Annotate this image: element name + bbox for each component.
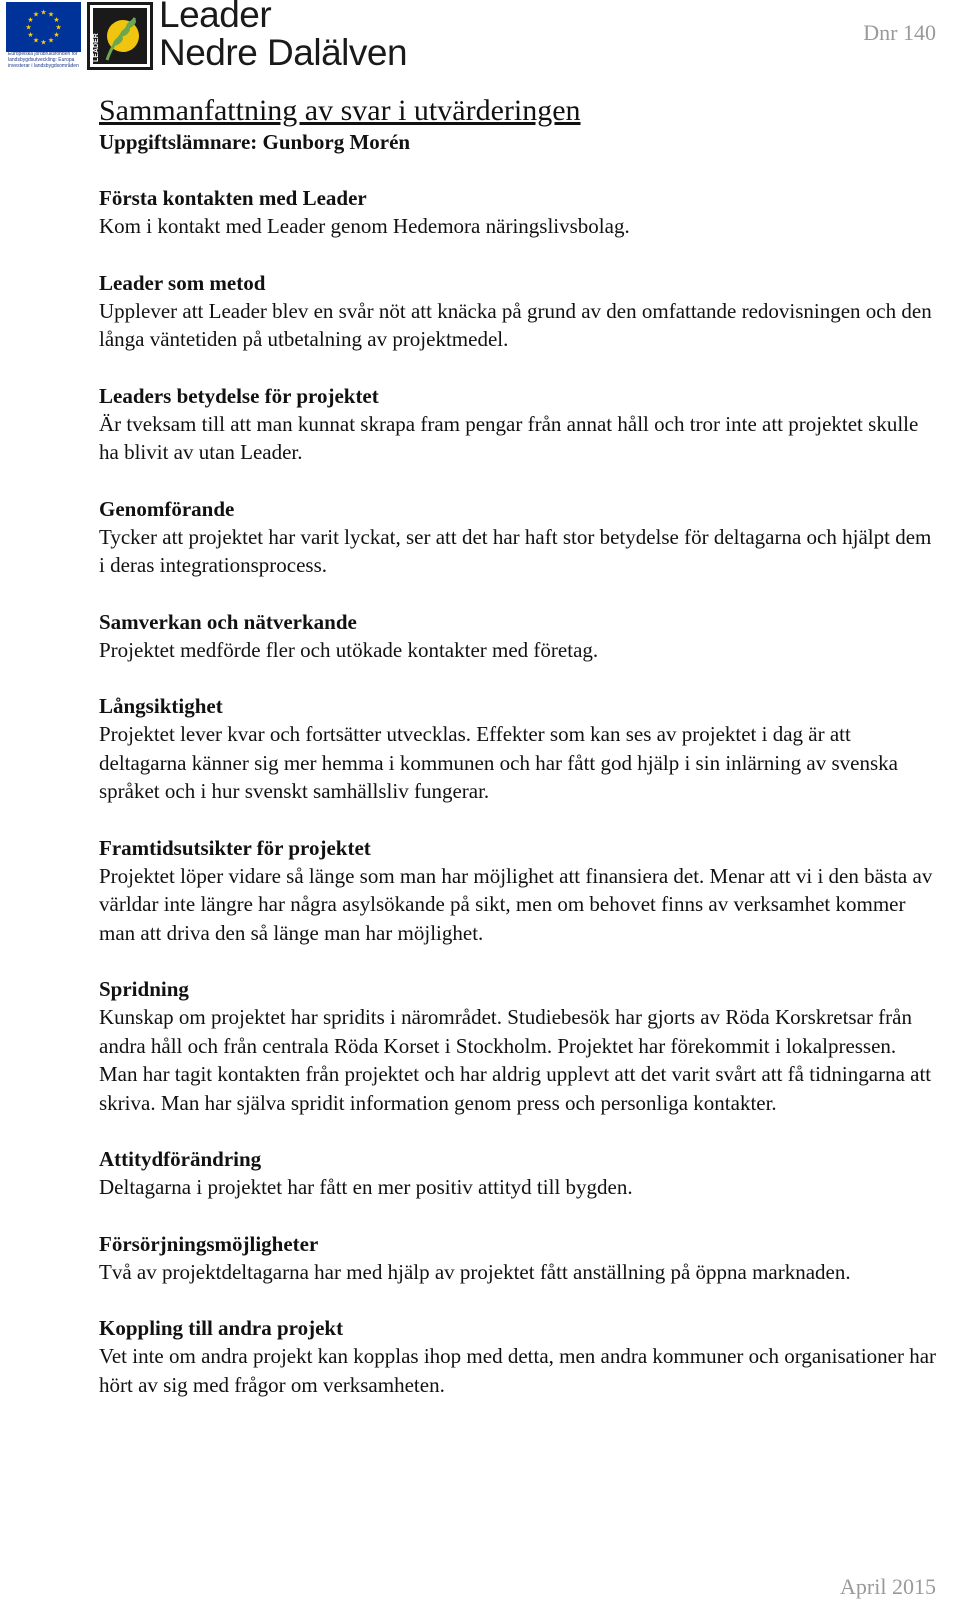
section-leader-importance <box>99 382 939 467</box>
section-heading: Attitydförändring <box>99 1147 262 1171</box>
section-first-contact <box>99 184 939 241</box>
eu-star-icon: ★ <box>47 36 55 45</box>
eu-star-icon: ★ <box>25 23 32 32</box>
section-heading: Genomförande <box>99 496 235 521</box>
eu-star-icon: ★ <box>55 23 62 32</box>
eu-star-icon: ★ <box>53 31 60 39</box>
section-text: Projektet lever kvar och fortsätter utvecklas. Effekter som kan ses av projektet i dag är att deltagarna känner sig mer hemma i kommunen och har fått god hjälp i sin inlärning av svenska språket och i hur svenskt samhällsliv fungerar. <box>99 722 898 803</box>
document-body <box>99 94 939 1399</box>
section-dissemination <box>99 975 939 1117</box>
eu-star-icon: ★ <box>27 16 34 24</box>
section-text: Upplever att Leader blev en svår nöt att knäcka på grund av den omfattande redovisningen och den långa väntetiden på utbetalning av projektmedel. <box>99 298 932 351</box>
section-other-projects <box>99 1314 939 1399</box>
eu-flag-icon <box>6 2 81 52</box>
eu-star-icon: ★ <box>32 10 40 19</box>
section-text: Två av projektdeltagarna har med hjälp av projektet fått anställning på öppna marknaden. <box>99 1259 851 1284</box>
section-future-prospects <box>99 834 939 948</box>
leader-emblem-icon <box>87 2 153 70</box>
section-heading: Leader som metod <box>99 270 266 295</box>
section-cooperation <box>99 608 939 665</box>
section-attitude-change <box>99 1145 939 1202</box>
section-heading: Leaders betydelse för projektet <box>99 383 379 408</box>
document-number: Dnr 140 <box>863 20 936 45</box>
eu-star-icon: ★ <box>40 8 47 17</box>
respondent-line: Uppgiftslämnare: Gunborg Morén <box>99 130 411 154</box>
leader-wordmark-line2: Nedre Dalälven <box>159 32 408 73</box>
eu-star-icon: ★ <box>47 10 55 19</box>
section-leader-method <box>99 269 939 354</box>
section-text: Vet inte om andra projekt kan kopplas ihop med detta, men andra kommuner och organisationer har hört av sig med frågor om verksamheten. <box>99 1344 937 1397</box>
section-implementation <box>99 495 939 580</box>
footer-date: April 2015 <box>840 1574 936 1599</box>
section-text: Tycker att projektet har varit lyckat, ser att det har haft stor betydelse för deltagarna och hjälpt dem i deras integrationsprocess. <box>99 524 932 577</box>
section-text: Kom i kontakt med Leader genom Hedemora näringslivsbolag. <box>99 214 630 238</box>
eu-logo <box>6 2 81 72</box>
leader-wordmark <box>159 0 407 72</box>
section-text: Projektet medförde fler och utökade kontakter med företag. <box>99 637 599 662</box>
section-text: Projektet löper vidare så länge som man har möjlighet att finansiera det. Menar att vi i den bästa av världar inte längre har några asylsökande på sikt, men om behovet finns av verksamhet kommer man att driva den så länge man har möjlighet. <box>99 863 933 945</box>
eu-star-icon: ★ <box>27 31 34 39</box>
section-heading: Långsiktighet <box>99 694 223 718</box>
document-title: Sammanfattning av svar i utvärderingen <box>99 94 581 127</box>
section-text: Deltagarna i projektet har fått en mer positiv attityd till bygden. <box>99 1175 633 1199</box>
leader-wordmark-line1: Leader <box>159 0 272 35</box>
section-heading: Samverkan och nätverkande <box>99 609 357 634</box>
section-text: Är tveksam till att man kunnat skrapa fram pengar från annat håll och tror inte att projektet skulle ha blivit av utan Leader. <box>99 411 919 464</box>
section-heading: Spridning <box>99 977 189 1001</box>
section-heading: Koppling till andra projekt <box>99 1316 344 1340</box>
eu-star-icon: ★ <box>53 16 60 24</box>
section-livelihood <box>99 1230 939 1287</box>
section-heading: Framtidsutsikter för projektet <box>99 835 371 860</box>
eu-caption: Europeiska jordbruksfonden för landsbygdsutveckling: Europa investerar i landsbygdsområden <box>8 51 79 69</box>
eu-star-icon: ★ <box>40 38 47 47</box>
page-header <box>0 0 960 80</box>
section-long-term <box>99 692 939 806</box>
svg-text:LEADER: LEADER <box>93 33 100 62</box>
section-text: Kunskap om projektet har spridits i närområdet. Studiebesök har gjorts av Röda Korskretsar från andra håll och från centrala Röda Korset i Stockholm. Projektet har förekommit i lokalpressen. Man har tagit kontakten från projektet och har aldrig upplevt att det varit svårt att få tidningarna att skriva. Man har själva spridit information genom press och personliga kontakter. <box>99 1005 932 1115</box>
section-heading: Första kontakten med Leader <box>99 186 367 210</box>
section-heading: Försörjningsmöjligheter <box>99 1231 319 1256</box>
eu-star-icon: ★ <box>32 36 40 45</box>
